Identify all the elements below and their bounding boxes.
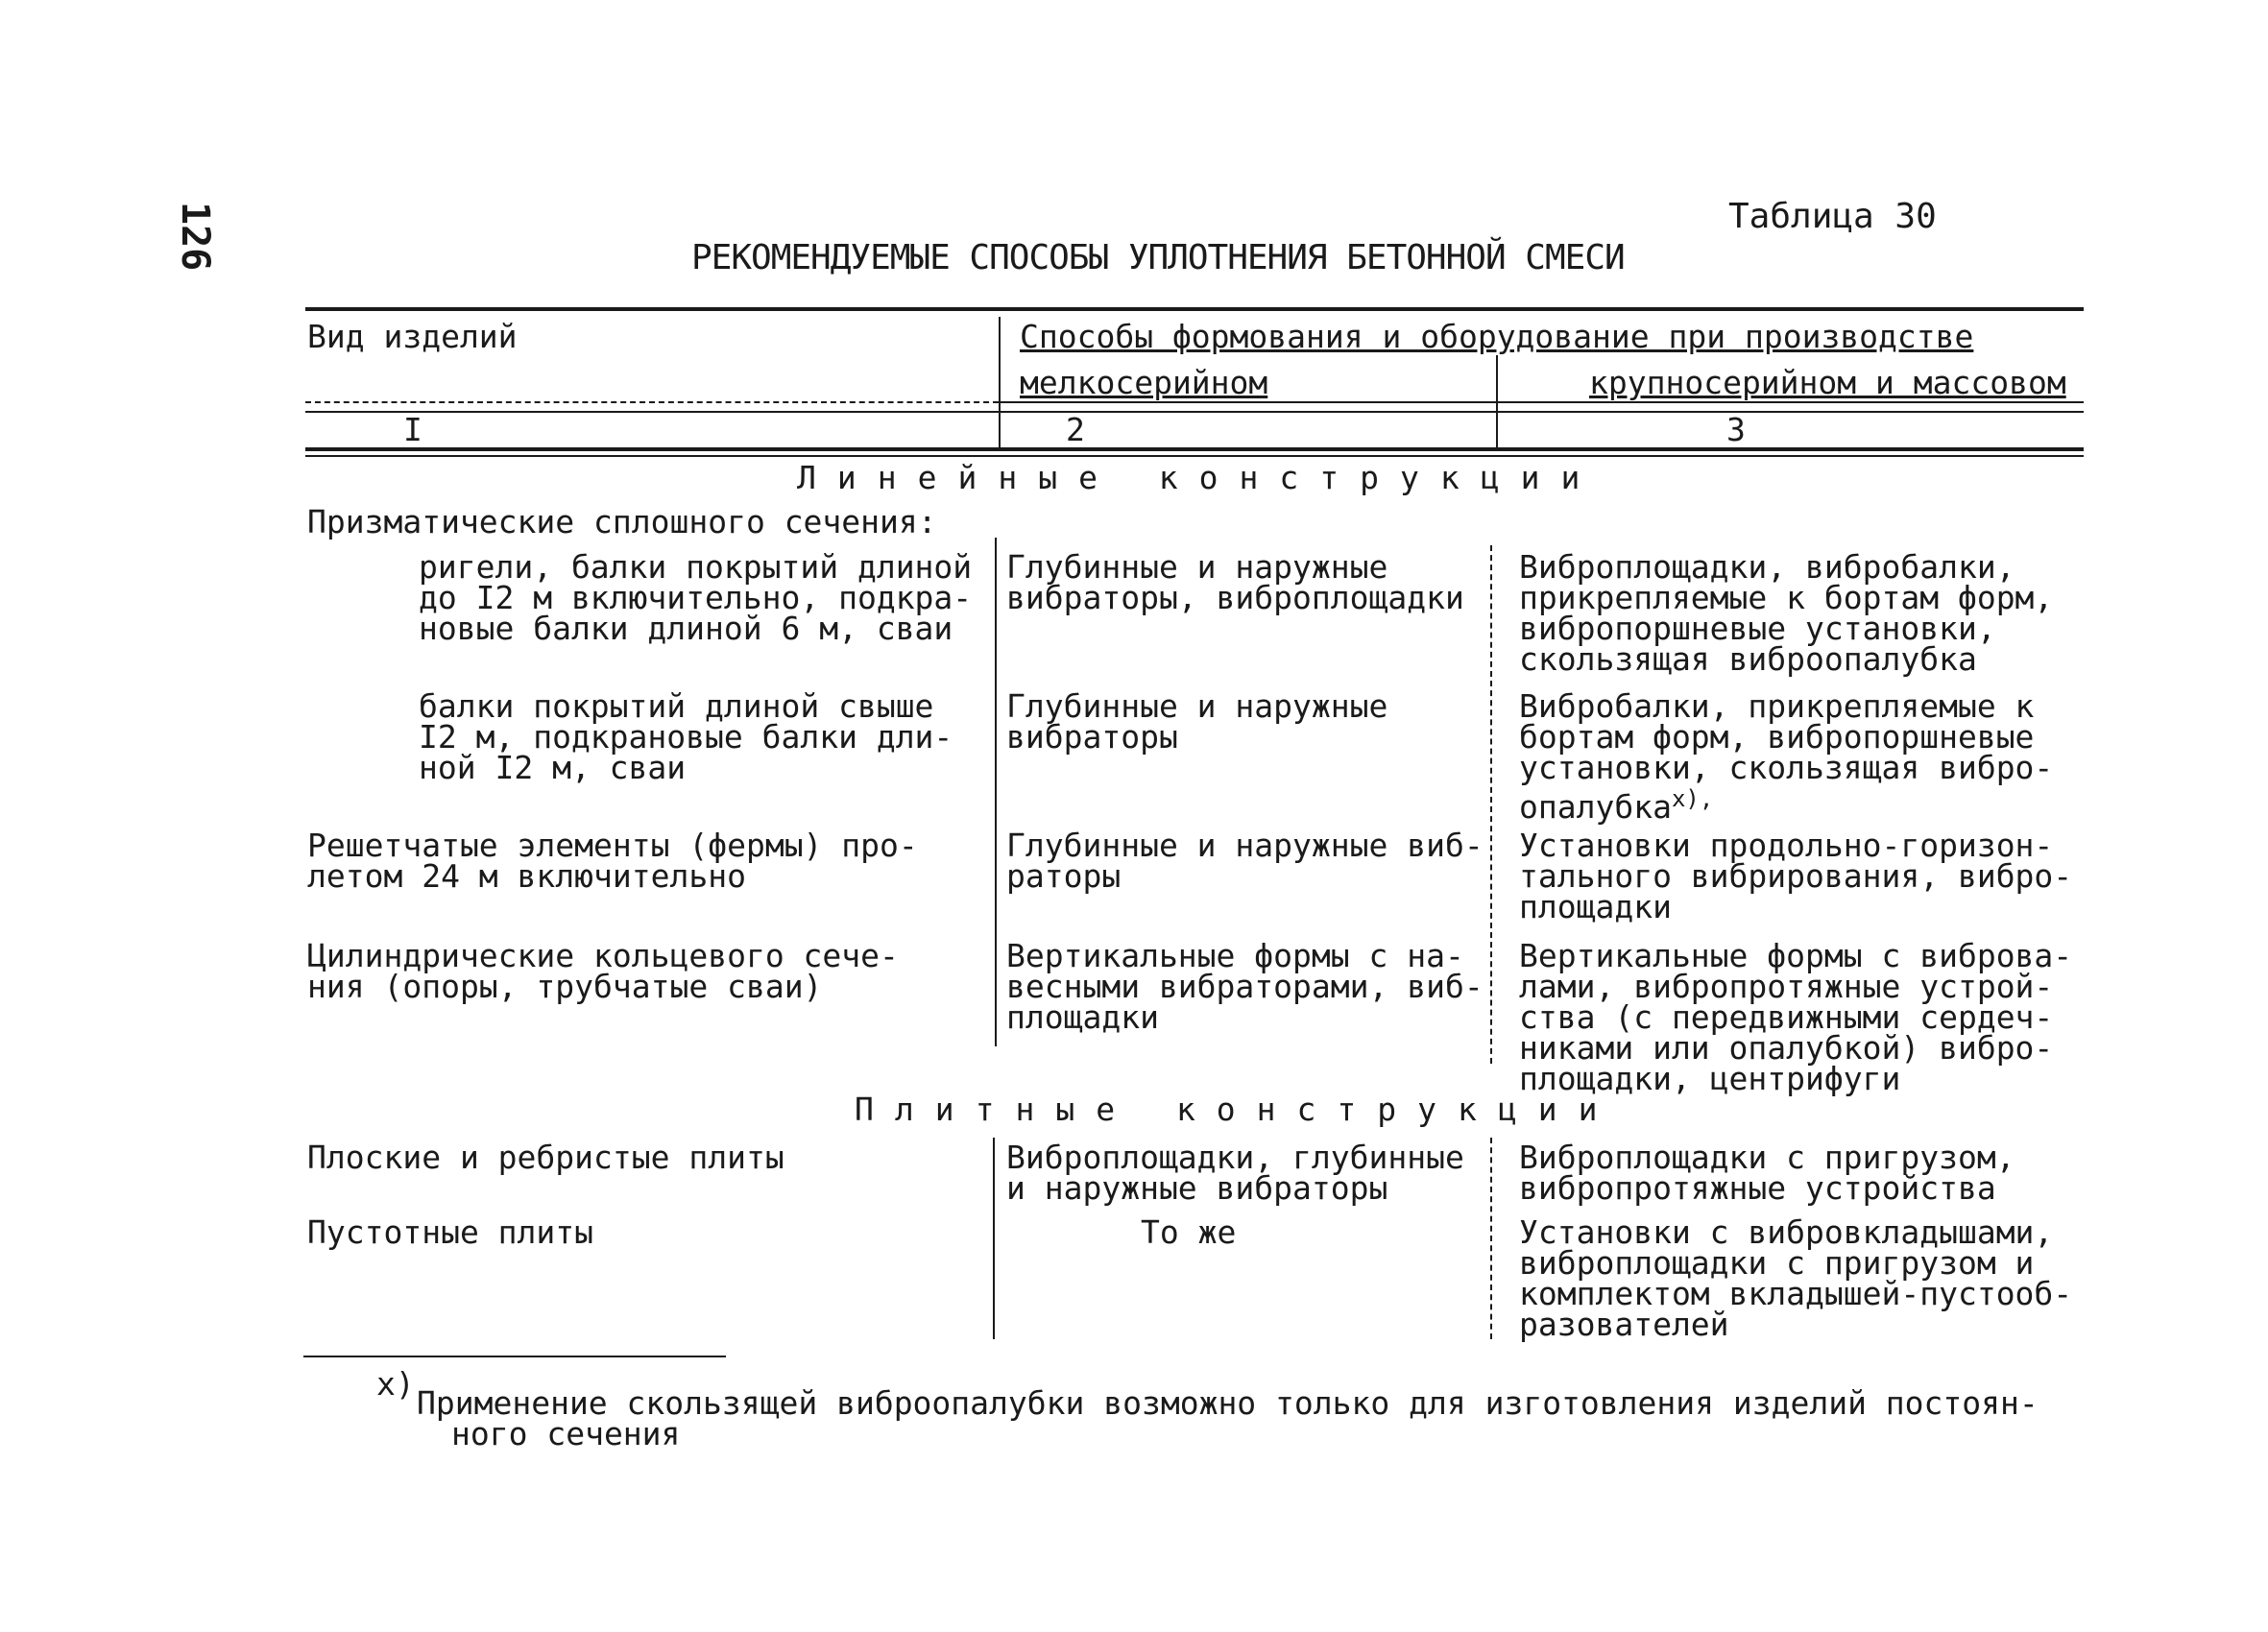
body-divider-2a [1490, 545, 1492, 1064]
header-num3: 3 [1726, 411, 1746, 448]
header-col3: крупносерийном и массовом [1589, 364, 2066, 401]
header-subrule-right [999, 401, 2084, 403]
row3-c2-line1: Глубинные и наружные виб- [1006, 827, 1484, 864]
row6-c1: Пустотные плиты [307, 1213, 594, 1251]
row3-c2-line2: раторы [1006, 857, 1122, 895]
row5-c3-line1: Виброплощадки с пригрузом, [1519, 1139, 2015, 1176]
row3-c3-line3: площадки [1519, 888, 1672, 925]
row2-c2-line2: вибраторы [1006, 718, 1178, 756]
row5-c2-line1: Виброплощадки, глубинные [1006, 1139, 1464, 1176]
row2-c3-line4-text: опалубка [1519, 788, 1672, 826]
row1-c3-line4: скользящая виброопалубка [1519, 640, 1977, 678]
row4-c3-line4: никами или опалубкой) вибро- [1519, 1029, 2054, 1067]
header-bottom-rule-2 [305, 455, 2084, 457]
row2-c3-line4 [1519, 783, 1714, 826]
footnote-line1: Применение скользящей виброопалубки возможно только для изготовления изделий постоян- [417, 1384, 2039, 1422]
table-title: РЕКОМЕНДУЕМЫЕ СПОСОБЫ УПЛОТНЕНИЯ БЕТОННОЙ СМЕСИ [691, 238, 1625, 277]
row2-c1-line2: I2 м, подкрановые балки дли- [419, 718, 953, 756]
row6-c2: То же [1141, 1213, 1237, 1251]
row4-c2-line2: весными вибраторами, виб- [1006, 968, 1484, 1005]
header-subrule-left [305, 401, 999, 403]
row2-c2-line1: Глубинные и наружные [1006, 687, 1388, 725]
row5-c1: Плоские и ребристые плиты [307, 1139, 784, 1176]
footnote-line2: ного сечения [451, 1415, 681, 1452]
row1-c2-line1: Глубинные и наружные [1006, 548, 1388, 586]
row1-c2-line2: вибраторы, виброплощадки [1006, 579, 1464, 616]
row4-c1-line2: ния (опоры, трубчатые сваи) [307, 968, 823, 1005]
body-divider-1a [995, 538, 997, 1046]
row2-c1-line1: балки покрытий длиной свыше [419, 687, 934, 725]
header-col1: Вид изделий [307, 318, 518, 355]
table-label: Таблица 30 [1728, 197, 1937, 236]
row4-c3-line1: Вертикальные формы с виброва- [1519, 937, 2073, 974]
row5-c2-line2: и наружные вибраторы [1006, 1169, 1388, 1207]
header-number-rule [305, 411, 2084, 413]
row2-c3-line1: Вибробалки, прикрепляемые к [1519, 687, 2035, 725]
row4-c3-line2: лами, вибропротяжные устрой- [1519, 968, 2054, 1005]
section-linear: Линейные конструкции [797, 459, 1602, 496]
row3-c3-line1: Установки продольно-горизон- [1519, 827, 2054, 864]
row1-c1-line1: ригели, балки покрытий длиной [419, 548, 973, 586]
row4-c3-line3: ства (с передвижными сердеч- [1519, 998, 2054, 1036]
footnote-reference: x), [1671, 785, 1714, 812]
body-divider-1b [993, 1138, 995, 1339]
header-bottom-rule [305, 447, 2084, 451]
row1-c1-line2: до I2 м включительно, подкра- [419, 579, 973, 616]
footnote-rule [303, 1356, 726, 1357]
footnote-mark: x) [376, 1365, 415, 1403]
section-slab: Плитные конструкции [855, 1091, 1619, 1128]
row2-c3-line3: установки, скользящая вибро- [1519, 749, 2054, 786]
row1-c3-line1: Виброплощадки, вибробалки, [1519, 548, 2015, 586]
row1-c1-line3: новые балки длиной 6 м, сваи [419, 610, 953, 647]
row2-c3-line2: бортам форм, вибропоршневые [1519, 718, 2035, 756]
prismatic-label: Призматические сплошного сечения: [307, 503, 937, 540]
row1-c3-line2: прикрепляемые к бортам форм, [1519, 579, 2054, 616]
header-num1: I [403, 411, 422, 448]
header-num2: 2 [1066, 411, 1085, 448]
header-col2: мелкосерийном [1020, 364, 1268, 401]
row3-c3-line2: тального вибрирования, вибро- [1519, 857, 2073, 895]
row6-c3-line3: комплектом вкладышей-пустооб- [1519, 1275, 2073, 1312]
row6-c3-line2: виброплощадки с пригрузом и [1519, 1244, 2035, 1282]
header-divider-2 [1496, 355, 1498, 451]
row1-c3-line3: вибропоршневые установки, [1519, 610, 1996, 647]
row4-c2-line1: Вертикальные формы с на- [1006, 937, 1464, 974]
row3-c1-line2: летом 24 м включительно [307, 857, 746, 895]
row4-c3-line5: площадки, центрифуги [1519, 1060, 1901, 1097]
row3-c1-line1: Решетчатые элементы (фермы) про- [307, 827, 918, 864]
page-number: 126 [173, 202, 217, 272]
body-divider-2b [1490, 1138, 1492, 1339]
row2-c1-line3: ной I2 м, сваи [419, 749, 687, 786]
row4-c1-line1: Цилиндрические кольцевого сече- [307, 937, 899, 974]
row6-c3-line4: разователей [1519, 1306, 1729, 1343]
row6-c3-line1: Установки с вибровкладышами, [1519, 1213, 2054, 1251]
header-divider-1 [999, 317, 1001, 451]
row4-c2-line3: площадки [1006, 998, 1159, 1036]
row5-c3-line2: вибропротяжные устройства [1519, 1169, 1996, 1207]
table-top-rule [305, 307, 2084, 311]
header-col23: Способы формования и оборудование при производстве [1020, 318, 1974, 355]
